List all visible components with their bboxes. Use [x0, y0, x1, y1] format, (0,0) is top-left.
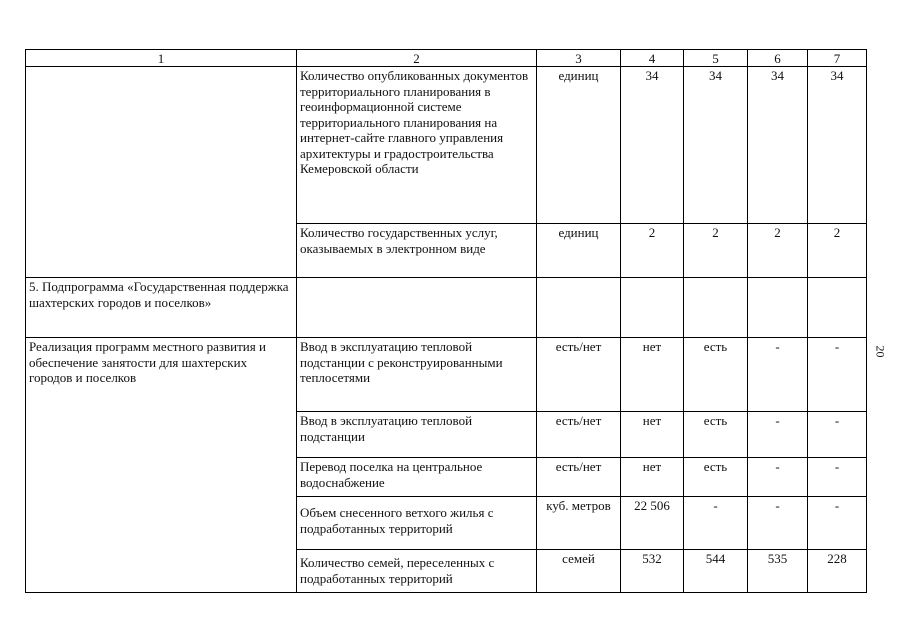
- unit-cell: есть/нет: [537, 338, 621, 412]
- value-cell: -: [808, 412, 867, 458]
- value-cell: -: [748, 458, 808, 497]
- value-cell: -: [808, 458, 867, 497]
- value-cell: 2: [621, 224, 684, 278]
- value-cell: -: [748, 412, 808, 458]
- value-cell: 34: [684, 67, 748, 224]
- value-cell: -: [748, 497, 808, 550]
- value-cell: 544: [684, 550, 748, 593]
- table-row: [26, 67, 867, 224]
- subprogram-row: [26, 278, 867, 338]
- page-number: 20: [873, 345, 888, 358]
- value-cell: 2: [748, 224, 808, 278]
- activity-cell: Реализация программ местного развития и обеспечение занятости для шахтерских городов и поселков: [26, 338, 297, 593]
- value-cell: 2: [808, 224, 867, 278]
- header-col-3: 3: [537, 50, 621, 67]
- value-cell: 532: [621, 550, 684, 593]
- value-cell: нет: [621, 412, 684, 458]
- header-col-7: 7: [808, 50, 867, 67]
- value-cell: -: [808, 497, 867, 550]
- header-row: [26, 50, 867, 67]
- subprogram-title: 5. Подпрограмма «Государственная поддержка шахтерских городов и поселков»: [26, 278, 297, 338]
- header-col-4: 4: [621, 50, 684, 67]
- indicator-cell: Ввод в эксплуатацию тепловой подстанции: [297, 412, 537, 458]
- value-cell: есть: [684, 412, 748, 458]
- value-cell: -: [684, 497, 748, 550]
- value-cell: -: [808, 338, 867, 412]
- unit-cell: единиц: [537, 224, 621, 278]
- indicator-cell: Ввод в эксплуатацию тепловой подстанции с реконструированными теплосетями: [297, 338, 537, 412]
- value-cell: 228: [808, 550, 867, 593]
- indicator-cell: Количество семей, переселенных с подработанных территорий: [297, 550, 537, 593]
- activity-cell-empty: [26, 67, 297, 278]
- value-cell: 34: [621, 67, 684, 224]
- unit-cell: семей: [537, 550, 621, 593]
- unit-cell: есть/нет: [537, 412, 621, 458]
- unit-cell: есть/нет: [537, 458, 621, 497]
- value-cell: 34: [808, 67, 867, 224]
- value-cell: есть: [684, 458, 748, 497]
- indicator-cell: Перевод поселка на центральное водоснабжение: [297, 458, 537, 497]
- header-col-5: 5: [684, 50, 748, 67]
- value-cell: 34: [748, 67, 808, 224]
- value-cell: -: [748, 338, 808, 412]
- value-cell: есть: [684, 338, 748, 412]
- unit-cell: куб. метров: [537, 497, 621, 550]
- indicator-cell: Объем снесенного ветхого жилья с подработанных территорий: [297, 497, 537, 550]
- header-col-2: 2: [297, 50, 537, 67]
- value-cell: 22 506: [621, 497, 684, 550]
- value-cell: нет: [621, 338, 684, 412]
- indicator-cell: Количество опубликованных документов территориального планирования в геоинформационной системе территориального планирования на интернет-сайте главного управления архитектуры и градостроительства Кемеровской области: [297, 67, 537, 224]
- table-row: [26, 338, 867, 412]
- value-cell: нет: [621, 458, 684, 497]
- value-cell: 535: [748, 550, 808, 593]
- value-cell: 2: [684, 224, 748, 278]
- header-col-1: 1: [26, 50, 297, 67]
- indicators-table: [25, 49, 867, 593]
- header-col-6: 6: [748, 50, 808, 67]
- indicator-cell: Количество государственных услуг, оказываемых в электронном виде: [297, 224, 537, 278]
- unit-cell: единиц: [537, 67, 621, 224]
